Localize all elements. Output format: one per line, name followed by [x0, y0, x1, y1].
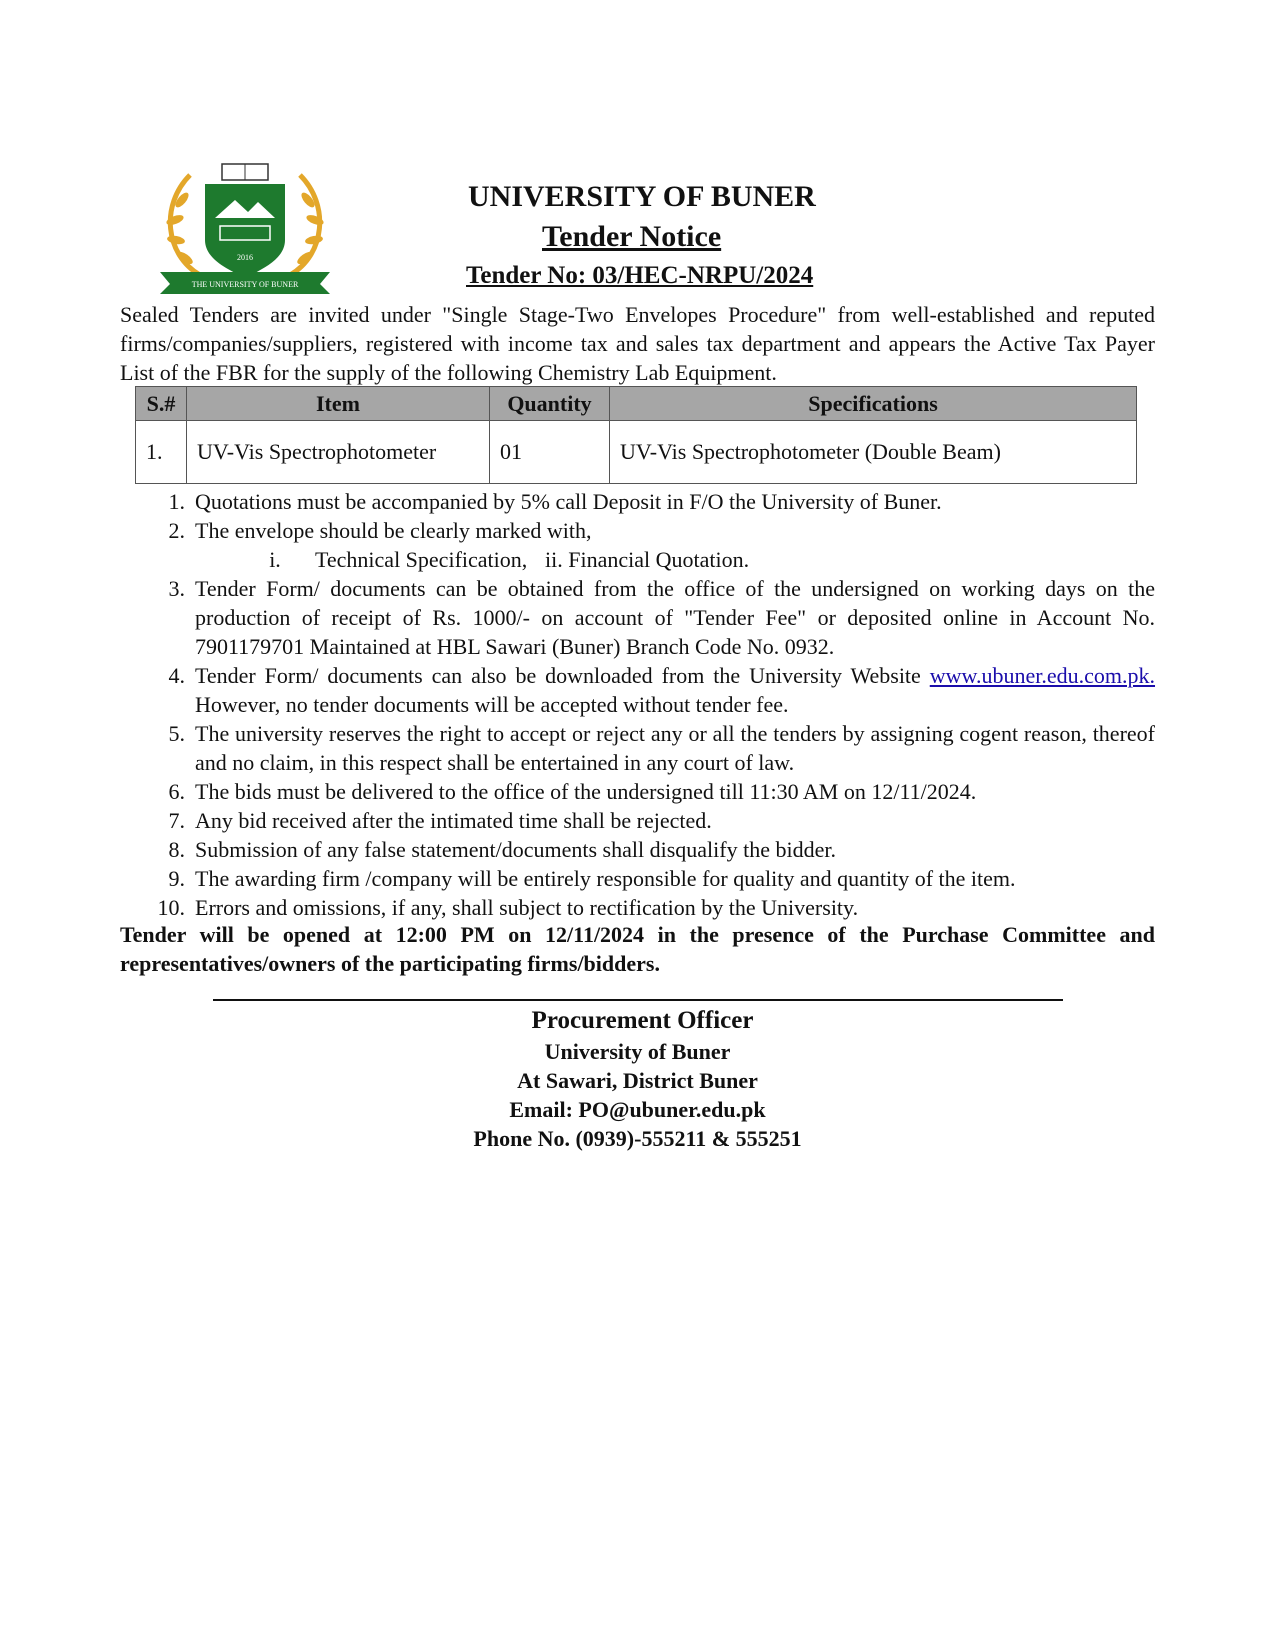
col-header-item: Item	[187, 387, 490, 421]
signature-divider	[213, 999, 1063, 1001]
tender-number: Tender No: 03/HEC-NRPU/2024	[466, 262, 814, 289]
list-number: 4.	[168, 663, 185, 688]
signature-block	[0, 1005, 1275, 1153]
list-text: The bids must be delivered to the office of the undersigned till 11:30 AM on 12/11/2024.	[195, 779, 977, 804]
opening-notice: Tender will be opened at 12:00 PM on 12/11/2024 in the presence of the Purchase Committee and representatives/owners of the participating firms/bidders.	[120, 922, 1155, 976]
list-item	[150, 574, 1155, 661]
cell-sno: 1.	[136, 421, 187, 484]
cell-item: UV-Vis Spectrophotometer	[187, 421, 490, 484]
list-text: Tender Form/ documents can also be downloaded from the University Website	[195, 663, 921, 688]
list-item	[150, 487, 1155, 516]
sub-item-number: i.	[269, 547, 281, 572]
sub-item-text: Technical Specification,	[315, 547, 528, 572]
list-text: The envelope should be clearly marked with,	[195, 518, 592, 543]
list-item	[150, 719, 1155, 777]
list-text: Submission of any false statement/documents shall disqualify the bidder.	[195, 837, 836, 862]
list-text: The awarding firm /company will be entirely responsible for quality and quantity of the item.	[195, 866, 1016, 891]
signatory-org: University of Buner	[544, 1039, 731, 1064]
logo-banner-text: THE UNIVERSITY OF BUNER	[191, 280, 299, 289]
list-number: 10.	[157, 895, 185, 920]
list-item	[150, 864, 1155, 893]
book-icon	[222, 164, 268, 180]
cell-specifications: UV-Vis Spectrophotometer (Double Beam)	[610, 421, 1137, 484]
list-number: 7.	[168, 808, 185, 833]
intro-paragraph: Sealed Tenders are invited under "Single Stage-Two Envelopes Procedure" from well-established and reputed firms/companies/suppliers, registered with income tax and sales tax department and appears the Active Tax Payer List of the FBR for the supply of the following Chemistry Lab Equipment.	[120, 302, 1155, 385]
table-row	[136, 421, 1137, 484]
list-number: 1.	[168, 489, 185, 514]
list-text: Tender Form/ documents can be obtained from the office of the undersigned on working days on the production of receipt of Rs. 1000/- on account of "Tender Fee" or deposited online in Account No. 7901179701 Maintained at HBL Sawari (Buner) Branch Code No. 0932.	[195, 576, 1155, 659]
list-item	[150, 661, 1155, 719]
terms-list	[150, 487, 1155, 922]
list-number: 9.	[168, 866, 185, 891]
university-name: UNIVERSITY OF BUNER	[468, 180, 816, 213]
sub-item	[545, 545, 749, 574]
list-number: 5.	[168, 721, 185, 746]
banner-ribbon	[160, 272, 330, 294]
equipment-table	[135, 386, 1137, 484]
list-item	[150, 806, 1155, 835]
sub-item-number: ii.	[545, 547, 563, 572]
list-item	[150, 835, 1155, 864]
list-item	[150, 893, 1155, 922]
list-number: 6.	[168, 779, 185, 804]
signatory-title: Procurement Officer	[531, 1007, 754, 1034]
list-number: 8.	[168, 837, 185, 862]
list-text: The university reserves the right to accept or reject any or all the tenders by assigning cogent reason, thereof and no claim, in this respect shall be entertained in any court of law.	[195, 721, 1155, 775]
list-text: Errors and omissions, if any, shall subject to rectification by the University.	[195, 895, 859, 920]
signatory-address: At Sawari, District Buner	[517, 1068, 758, 1093]
envelope-markings	[195, 545, 1155, 574]
table-header-row	[136, 387, 1137, 421]
cell-quantity: 01	[490, 421, 610, 484]
col-header-sno: S.#	[136, 387, 187, 421]
col-header-quantity: Quantity	[490, 387, 610, 421]
list-item	[150, 777, 1155, 806]
list-number: 3.	[168, 576, 185, 601]
logo-year: 2016	[237, 253, 253, 262]
signatory-email: Email: PO@ubuner.edu.pk	[509, 1097, 766, 1122]
list-number: 2.	[168, 518, 185, 543]
shield-icon	[205, 184, 285, 278]
sub-item-text: Financial Quotation.	[568, 547, 750, 572]
list-text: However, no tender documents will be accepted without tender fee.	[195, 692, 789, 717]
notice-title: Tender Notice	[542, 220, 722, 253]
list-text: Quotations must be accompanied by 5% call Deposit in F/O the University of Buner.	[195, 489, 942, 514]
university-website-link[interactable]: www.ubuner.edu.com.pk.	[929, 663, 1156, 688]
sub-item	[235, 545, 545, 574]
university-logo	[160, 160, 330, 295]
list-item	[150, 516, 1155, 574]
list-text: Any bid received after the intimated time shall be rejected.	[195, 808, 712, 833]
col-header-specifications: Specifications	[610, 387, 1137, 421]
signatory-phone: Phone No. (0939)-555211 & 555251	[473, 1126, 802, 1151]
